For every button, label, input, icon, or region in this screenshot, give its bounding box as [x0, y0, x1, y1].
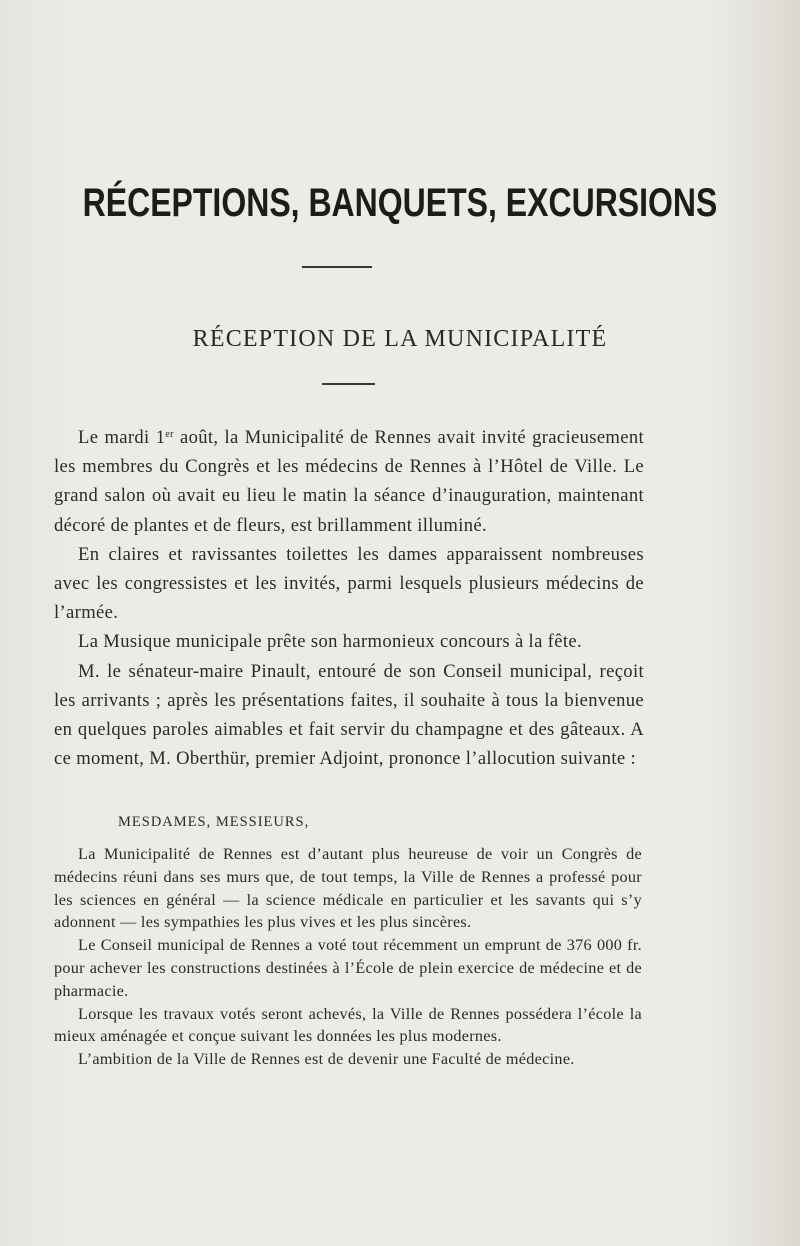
narrative-paragraph-4: M. le sénateur-maire Pinault, entouré de son Conseil municipal, reçoit les arrivants ; après les présentations faites, il souhaite à tous la bienvenue en quelques paroles aimables et fait servir du champagne et des gâteaux. A ce moment, M. Oberthür, premier Adjoint, prononce l’allocution suivante : [54, 660, 644, 770]
section-title: RÉCEPTION DE LA MUNICIPALITÉ [192, 326, 608, 352]
title-divider [302, 266, 372, 268]
narrative-p1-start: Le mardi 1 [78, 427, 166, 448]
narrative-paragraph-3: La Musique municipale prête son harmonieux concours à la fête. [78, 631, 582, 653]
narrative-text [54, 423, 644, 773]
speech-paragraph-1: La Municipalité de Rennes est d’autant plus heureuse de voir un Congrès de médecins réuni dans ses murs que, de tout temps, la Ville de Rennes a professé pour les sciences en général — la science médicale en particulier et les savants qui s’y adonnent — les sympathies les plus vives et les plus sincères. [54, 845, 642, 932]
speech-paragraph-4: L’ambition de la Ville de Rennes est de devenir une Faculté de médecine. [78, 1050, 575, 1069]
speech-paragraph-3: Lorsque les travaux votés seront achevés, la Ville de Rennes possédera l’école la mieux aménagée et conçue suivant les données les plus modernes. [54, 1004, 642, 1046]
section-divider [322, 383, 375, 385]
narrative-p1-rest: août, la Municipalité de Rennes avait invité gracieusement les membres du Congrès et les médecins de Rennes à l’Hôtel de Ville. Le grand salon où avait eu lieu le matin la séance d’inauguration, maintenant décoré de plantes et de fleurs, est brillamment illuminé. [54, 427, 644, 536]
speech-paragraph-2: Le Conseil municipal de Rennes a voté tout récemment un emprunt de 376 000 fr. pour achever les constructions destinées à l’École de plein exercice de médecine et de pharmacie. [54, 936, 642, 1000]
narrative-paragraph-1 [54, 423, 644, 540]
speech-salutation: MESDAMES, MESSIEURS, [118, 814, 310, 830]
narrative-paragraph-2: En claires et ravissantes toilettes les dames apparaissent nombreuses avec les congressistes et les invités, parmi lesquels plusieurs médecins de l’armée. [54, 543, 644, 624]
ordinal-superscript: er [165, 429, 174, 440]
page-title: RÉCEPTIONS, BANQUETS, EXCURSIONS [82, 181, 718, 225]
speech-text [54, 843, 642, 1071]
